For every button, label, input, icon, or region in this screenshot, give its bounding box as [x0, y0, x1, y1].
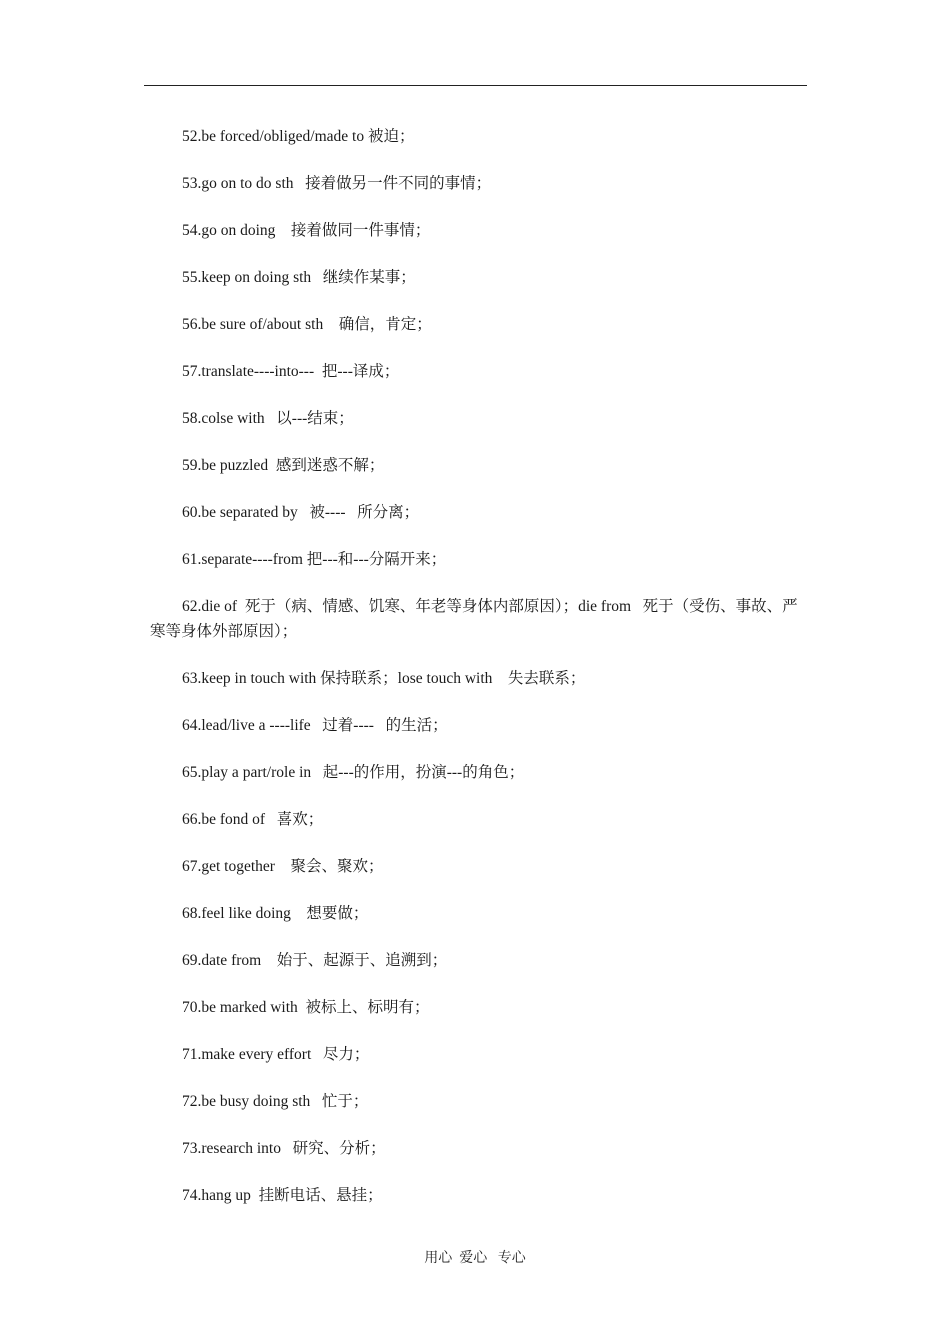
phrase-entry: 56.be sure of/about sth 确信，肯定；	[182, 316, 432, 333]
phrase-list	[150, 124, 806, 1230]
phrase-entry: 71.make every effort 尽力；	[182, 1046, 370, 1063]
phrase-entry: 70.be marked with 被标上、标明有；	[182, 999, 430, 1016]
phrase-entry: 61.separate----from 把---和---分隔开来；	[182, 551, 447, 568]
phrase-entry: 53.go on to do sth 接着做另一件不同的事情；	[182, 175, 492, 192]
phrase-entry: 60.be separated by 被---- 所分离；	[182, 504, 420, 521]
phrase-entry: 59.be puzzled 感到迷惑不解；	[182, 457, 385, 474]
header-rule	[144, 85, 807, 86]
phrase-entry: 64.lead/live a ----life 过着---- 的生活；	[182, 717, 448, 734]
phrase-entry: 65.play a part/role in 起---的作用，扮演---的角色；	[182, 764, 525, 781]
phrase-entry: 58.colse with 以---结束；	[182, 410, 354, 427]
phrase-entry: 55.keep on doing sth 继续作某事；	[182, 269, 416, 286]
phrase-entry: 57.translate----into--- 把---译成；	[182, 363, 400, 380]
phrase-entry: 67.get together 聚会、聚欢；	[182, 858, 384, 875]
page-footer: 用心 爱心 专心	[424, 1251, 526, 1266]
phrase-entry: 68.feel like doing 想要做；	[182, 905, 369, 922]
phrase-entry: 66.be fond of 喜欢；	[182, 811, 324, 828]
phrase-entry: 62.die of 死于（病、情感、饥寒、年老等身体内部原因）；die from 死于（受伤、事故、严寒等身体外部原因）；	[150, 598, 798, 640]
phrase-entry: 74.hang up 挂断电话、悬挂；	[182, 1187, 383, 1204]
phrase-entry: 54.go on doing 接着做同一件事情；	[182, 222, 431, 239]
phrase-entry: 69.date from 始于、起源于、追溯到；	[182, 952, 448, 969]
phrase-entry: 72.be busy doing sth 忙于；	[182, 1093, 369, 1110]
phrase-entry: 63.keep in touch with 保持联系；lose touch with 失去联系；	[182, 670, 586, 687]
phrase-entry: 73.research into 研究、分析；	[182, 1140, 386, 1157]
phrase-entry: 52.be forced/obliged/made to 被迫；	[182, 128, 415, 145]
